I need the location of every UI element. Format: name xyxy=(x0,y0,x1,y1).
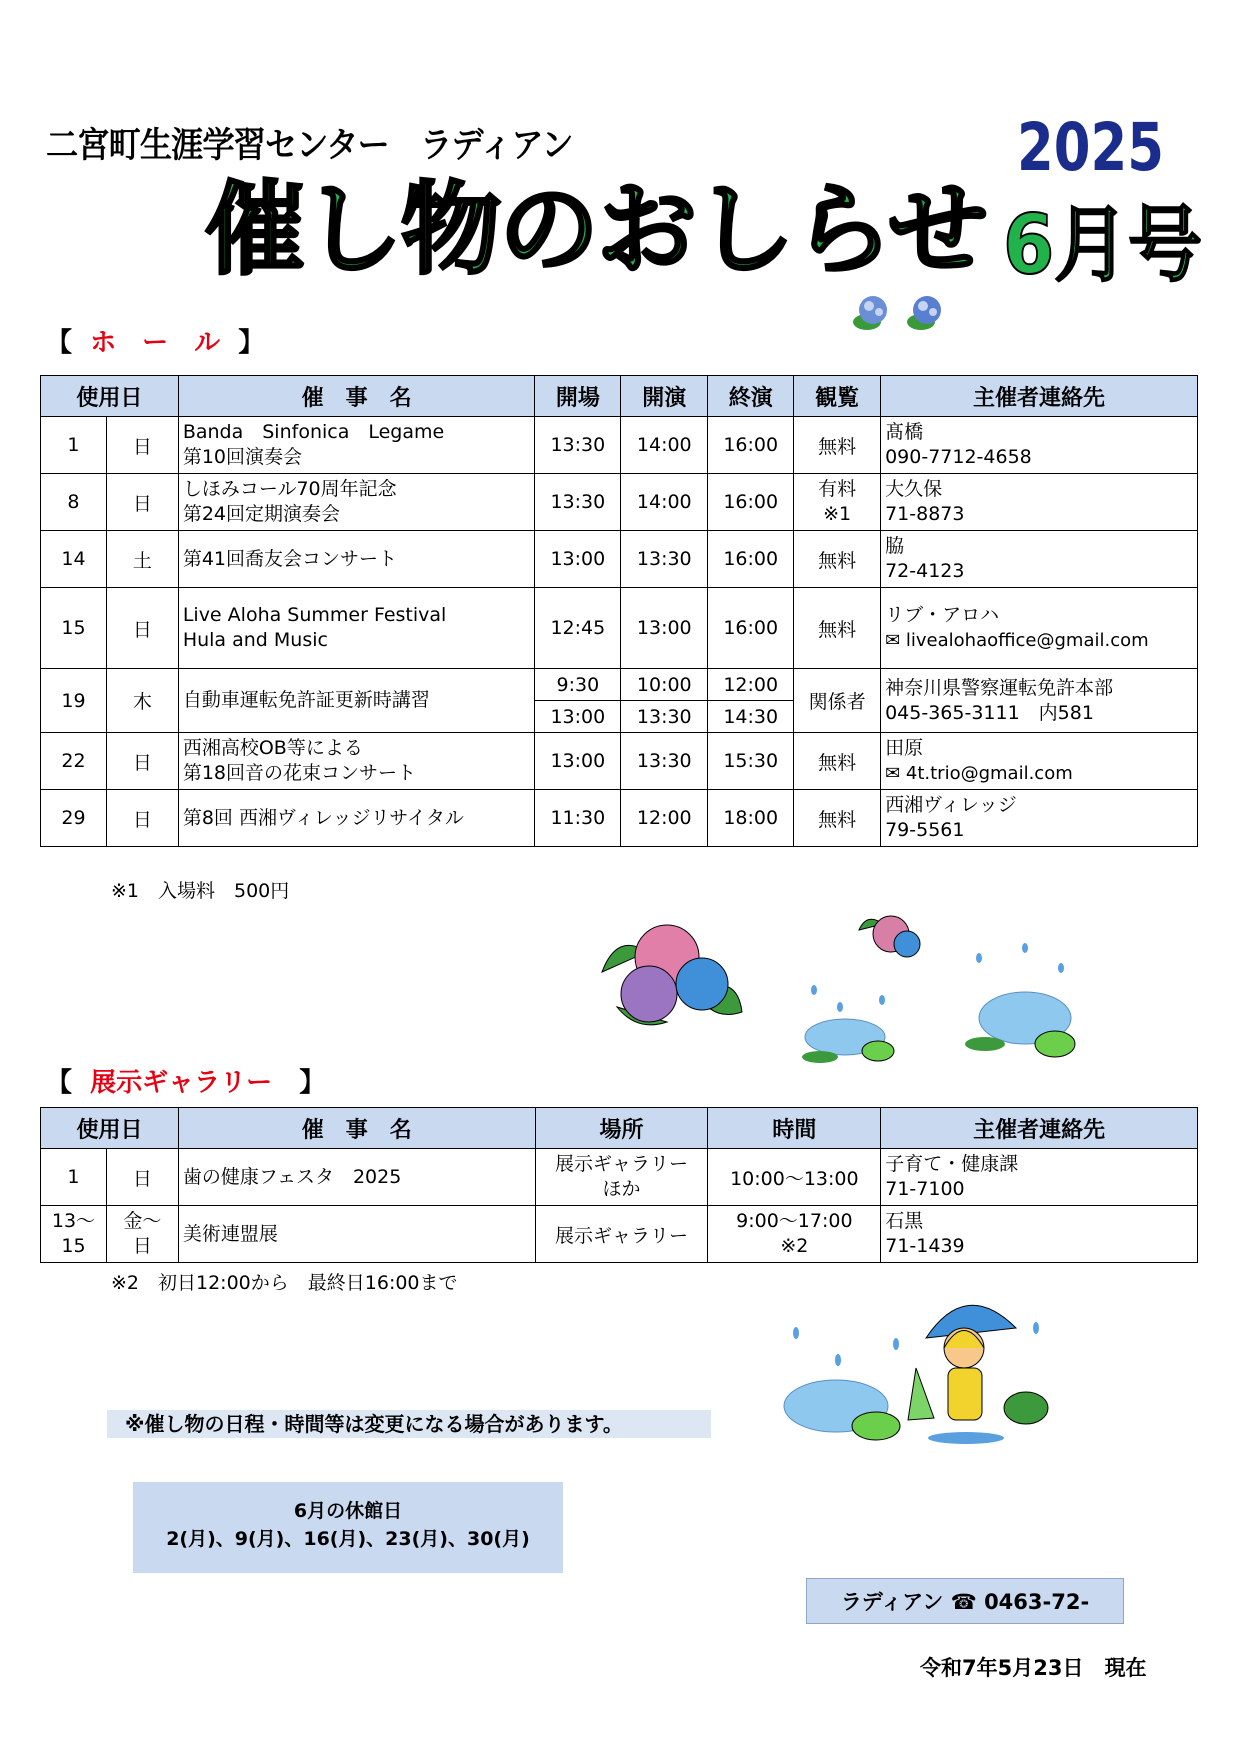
rain-child-illustration-icon xyxy=(776,1288,1061,1448)
table-row: 22 日 西湘高校OB等による 第18回音の花束コンサート 13:00 13:30 15:30 無料 田原 ✉ 4t.trio@gmail.com xyxy=(41,733,1198,790)
closed-days-dates: 2(月)、9(月)、16(月)、23(月)、30(月) xyxy=(166,1528,530,1550)
hydrangea-illustration-icon xyxy=(597,912,747,1032)
page-title: 催し物のおしらせ xyxy=(205,171,986,288)
rain-frog-icon xyxy=(800,945,900,1067)
col-header: 催 事 名 xyxy=(178,1108,535,1149)
closed-days-title: 6月の休館日 xyxy=(293,1500,403,1522)
year: 2025 xyxy=(1017,109,1164,186)
table-row: 13～ 15 金～ 日 美術連盟展 展示ギャラリー 9:00～17:00 ※2 石黒 71-1439 xyxy=(41,1206,1198,1263)
as-of-date: 令和7年5月23日 現在 xyxy=(920,1656,1147,1680)
col-header: 終演 xyxy=(708,376,794,417)
col-header: 観覧 xyxy=(794,376,881,417)
issue-month: 6月号 xyxy=(1003,198,1202,293)
hydrangea-icon xyxy=(845,292,955,338)
table-row: 14 土 第41回喬友会コンサート 13:00 13:30 16:00 無料 脇 72-4123 xyxy=(41,531,1198,588)
schedule-change-notice: ※催し物の日程・時間等は変更になる場合があります。 xyxy=(107,1410,711,1438)
col-header: 時間 xyxy=(708,1108,881,1149)
hall-section-label: 【 ホ ー ル 】 xyxy=(46,328,265,358)
table-row: 8 日 しほみコール70周年記念 第24回定期演奏会 13:30 14:00 16:00 有料 ※1 大久保 71-8873 xyxy=(41,474,1198,531)
table-row: 1 日 歯の健康フェスタ 2025 展示ギャラリー ほか 10:00～13:00 子育て・健康課 71-7100 xyxy=(41,1149,1198,1206)
rain-frog-icon xyxy=(965,938,1085,1068)
gallery-section-label: 【 展示ギャラリー 】 xyxy=(46,1068,326,1098)
col-header: 使用日 xyxy=(41,376,179,417)
hall-note: ※1 入場料 500円 xyxy=(111,880,290,902)
table-row: 1 日 Banda Sinfonica Legame 第10回演奏会 13:30 14:00 16:00 無料 髙橋 090-7712-4658 xyxy=(41,417,1198,474)
table-row: 19 木 自動車運転免許証更新時講習 9:30 10:00 12:00 関係者 神奈川県警察運転免許本部 045-365-3111 内581 xyxy=(41,669,1198,701)
table-row: 15 日 Live Aloha Summer Festival Hula and Music 12:45 13:00 16:00 無料 リブ・アロハ ✉ livealohaoffice@gmail.com xyxy=(41,588,1198,669)
table-row: 29 日 第8回 西湘ヴィレッジリサイタル 11:30 12:00 18:00 無料 西湘ヴィレッジ 79-5561 xyxy=(41,790,1198,847)
col-header: 主催者連絡先 xyxy=(881,376,1198,417)
col-header: 主催者連絡先 xyxy=(881,1108,1198,1149)
col-header: 開場 xyxy=(535,376,621,417)
hall-table: 使用日 催 事 名 開場 開演 終演 観覧 主催者連絡先 1 日 Banda Sinfonica Legame 第10回演奏会 13:30 14:00 16:00 無料 髙橋 090-7712-4658 8 日 しほみコール70周年記念 第24回定期演奏会 13:30 14:00 16:00 有料 ※1 大久保 71-8873 14 土 第41回喬友会コンサート 13:00 13:30 16:00 無料 脇 72-4123 15 日 Live Aloha Summer Festival Hula and Music 12:45 13:00 16:00 無料 リブ・アロハ ✉ livealohaoffice@gmail.com 19 木 自動車運転免許証更新時講習 9:30 10:00 12:00 関係者 神奈川県警察運転免許本部 045-365-3111 内581 13:00 13:30 14:30 22 日 西湘高校OB等による 第18回音の花束コンサート 13:00 13:30 15:30 無料 田原 ✉ 4t.trio@gmail.com 29 日 第8回 西湘ヴィレッジリサイタル 11:30 12:00 18:00 無料 西湘ヴィレッジ 79-5561 xyxy=(40,375,1198,847)
gallery-table xyxy=(40,1107,1198,1263)
closed-days-box xyxy=(133,1482,563,1573)
gallery-note: ※2 初日12:00から 最終日16:00まで xyxy=(111,1272,458,1294)
col-header: 開演 xyxy=(621,376,708,417)
col-header: 催 事 名 xyxy=(178,376,535,417)
phone-contact: ラディアン ☎ 0463-72- xyxy=(806,1578,1124,1624)
col-header: 使用日 xyxy=(41,1108,179,1149)
col-header: 場所 xyxy=(535,1108,708,1149)
org-name: 二宮町生涯学習センター ラディアン xyxy=(46,126,573,166)
